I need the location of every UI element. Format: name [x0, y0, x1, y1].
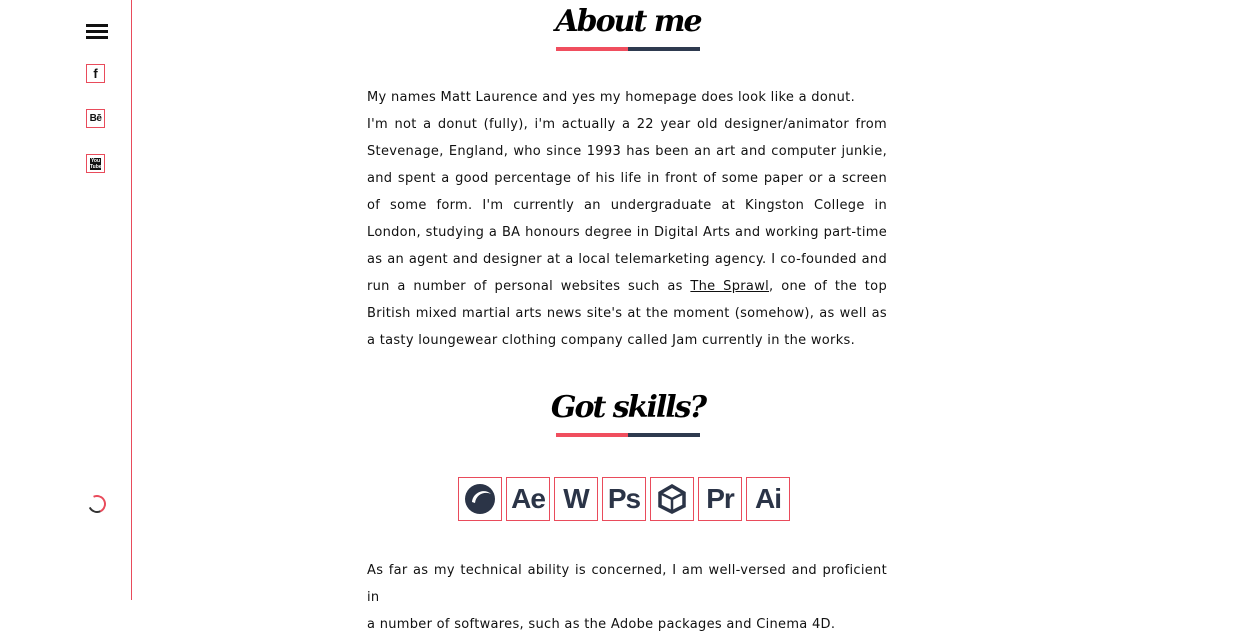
youtube-logo-icon: You Tube — [90, 157, 102, 170]
main-content — [133, 0, 1254, 632]
skills-icon-row — [458, 477, 790, 521]
facebook-icon[interactable]: f — [86, 64, 105, 83]
about-body-text-2: , one of the top British mixed martial arts news site's at the moment (somehow), as well as a tasty loungewear clothing company called Jam currently in the works. — [367, 279, 887, 348]
the-sprawl-link[interactable]: The Sprawl — [690, 279, 770, 294]
hamburger-menu-icon[interactable] — [86, 24, 108, 42]
about-title: About me — [555, 4, 701, 39]
loading-spinner-icon — [85, 492, 108, 515]
behance-icon[interactable]: Bē — [86, 109, 105, 128]
unity-icon — [650, 477, 694, 521]
youtube-icon[interactable] — [86, 154, 105, 173]
about-body-text-1: I'm not a donut (fully), i'm actually a 22 year old designer/animator from Stevenage, England, who since 1993 has been an art and computer junkie, and spent a good percentage of his life in front of some paper or a screen of some form. I'm currently an undergraduate at Kingston College in London, studying a BA honours degree in Digital Arts and working part-time as an agent and designer at a local telemarketing agency. I co-founded and run a number of personal websites such as — [367, 117, 887, 294]
about-paragraph — [367, 84, 887, 354]
skills-title: Got skills? — [550, 390, 706, 425]
tech-line-1: As far as my technical ability is concerned, I am well-versed and proficient in — [367, 563, 887, 605]
skills-title-underline — [556, 433, 700, 437]
word-icon: W — [554, 477, 598, 521]
tech-line-2: a number of softwares, such as the Adobe packages and Cinema 4D. — [367, 617, 836, 632]
premiere-icon: Pr — [698, 477, 742, 521]
sidebar — [0, 0, 132, 600]
about-body — [367, 111, 887, 354]
illustrator-icon: Ai — [746, 477, 790, 521]
tech-paragraph — [367, 557, 887, 638]
cinema4d-icon — [458, 477, 502, 521]
about-intro-line: My names Matt Laurence and yes my homepage does look like a donut. — [367, 90, 855, 105]
after-effects-icon: Ae — [506, 477, 550, 521]
photoshop-icon: Ps — [602, 477, 646, 521]
about-title-underline — [556, 47, 700, 51]
